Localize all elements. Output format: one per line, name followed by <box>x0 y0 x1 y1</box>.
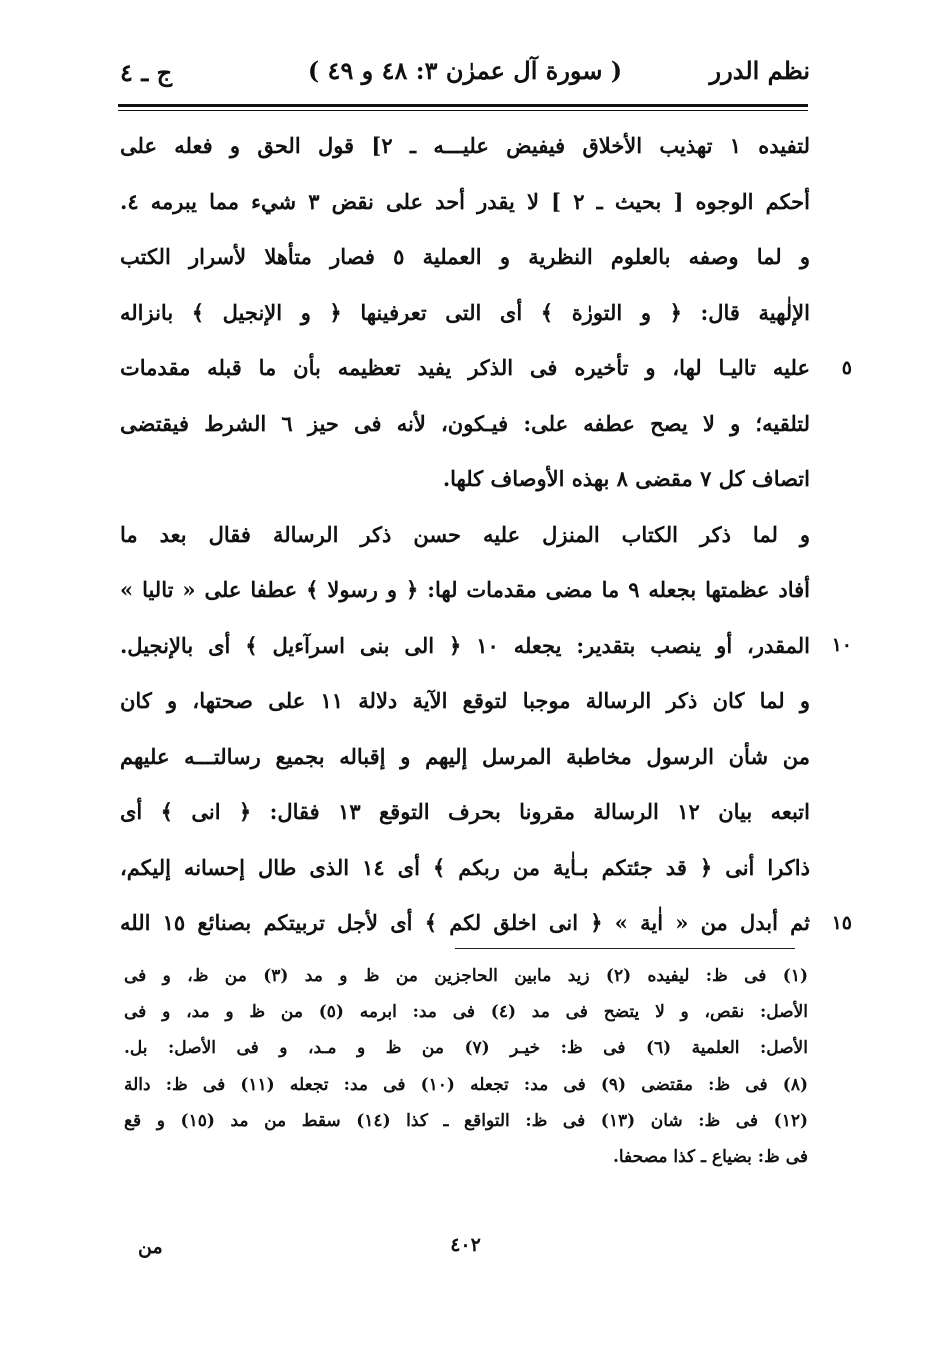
footnote-line <box>124 1030 808 1066</box>
line-text: أفاد عظمتها بجعله ٩ ما مضى مقدمات لها: ﴿ و رسولا ﴾ عطفا على « تاليا » <box>120 577 810 603</box>
line-text: أحكم الوجوه [ بحيث ـ ٢ ] لا يقدر أحد على نقض ٣ شيء مما يبرمه ٤. <box>120 188 810 214</box>
line-text: الإلٰهية قال: ﴿ و التورٰة ﴾ أى التى تعرفينها ﴿ و الإنجيل ﴾ بانزاله <box>120 299 810 325</box>
line-text: لتفيده ١ تهذيب الأخلاق فيفيض عليـــه ـ ٢] قول الحق و فعله على <box>120 133 810 159</box>
footnote-separator <box>455 948 795 949</box>
line-text: ذاكرا أنى ﴿ قد جئتكم بـاٰية من ربكم ﴾ أى ١٤ الذى طال إحسانه إليكم، <box>120 854 810 880</box>
footnote-text: (١٢) فى ظ: شان (١٣) فى ظ: التواقع ـ كذا (١٤) سقط من مد (١٥) و قع <box>124 1110 808 1131</box>
footnote-line <box>124 1139 808 1175</box>
text-line <box>120 618 852 674</box>
footnote-line <box>124 1103 808 1139</box>
line-text: و لما ذكر الكتاب المنزل عليه حسن ذكر الرسالة فقال بعد ما <box>120 521 810 547</box>
line-text: و لما وصفه بالعلوم النظرية و العملية ٥ فصار متأهلا لأسرار الكتب <box>120 244 810 270</box>
main-text <box>120 118 852 951</box>
running-header <box>120 52 810 96</box>
header-rule-thick <box>118 104 808 107</box>
line-number: ١٠ <box>831 634 852 657</box>
line-text: ثم أبدل من « اٰية » ﴿ انى اخلق لكم ﴾ أى لأجل تربيتكم بصنائع ١٥ الله <box>120 910 810 936</box>
line-text: المقدر، أو ينصب بتقدير: يجعله ١٠ ﴿ الى بنى اسرآءيل ﴾ أى بالإنجيل. <box>120 632 810 658</box>
line-text: اتصاف كل ٧ مقضى ٨ بهذه الأوصاف كلها. <box>442 466 810 492</box>
footnote-text: (٨) فى ظ: مقتضى (٩) فى مد: تجعله (١٠) فى مد: تجعله (١١) فى ظ: دالة <box>124 1074 808 1095</box>
line-number: ١٥ <box>831 911 852 934</box>
footnote-text: الأصل: العلمية (٦) فى ظ: خيـر (٧) من ظ و مـد، و فى الأصل: بل. <box>124 1038 808 1059</box>
text-line <box>120 118 810 174</box>
text-line <box>120 562 810 618</box>
text-line <box>120 840 810 896</box>
footnote-line <box>124 958 808 994</box>
footnote-line <box>124 1067 808 1103</box>
text-line <box>120 451 810 507</box>
text-line <box>120 174 810 230</box>
text-line <box>120 340 852 396</box>
footnote-text: الأصل: نقص، و لا يتضح فى مد (٤) فى مد: ابرمه (٥) من ظ و مد، و فى <box>124 1002 808 1023</box>
line-text: عليه تاليـا لها، و تأخيره فى الذكر يفيد تعظيمه بأن ما قبله مقدمات <box>120 355 810 381</box>
text-line <box>120 507 810 563</box>
line-number: ٥ <box>841 356 852 379</box>
header-rule-thin <box>118 110 808 111</box>
text-line <box>120 673 810 729</box>
line-text: و لما كان ذكر الرسالة موجبا لتوقع الآية دلالة ١١ على صحتها، و كان <box>120 688 810 714</box>
footnotes <box>124 958 808 1175</box>
line-text: اتبعه بيان ١٢ الرسالة مقرونا بحرف التوقع ١٣ فقال: ﴿ انى ﴾ أى <box>120 799 810 825</box>
line-text: من شأن الرسول مخاطبة المرسل إليهم و إقباله بجميع رسالتـــه عليهم <box>120 743 810 769</box>
catchword: من <box>138 1236 163 1258</box>
text-line <box>120 396 810 452</box>
text-line <box>120 729 810 785</box>
footnote-line <box>124 994 808 1030</box>
footnote-text: فى ظ: بضياع ـ كذا مصحفا. <box>612 1147 808 1168</box>
text-line <box>120 285 810 341</box>
line-text: لتلقيه؛ و لا يصح عطفه على: فيـكون، لأنه فى حيز ٦ الشرط فيقتضى <box>120 410 811 436</box>
text-line <box>120 895 852 951</box>
page-number: ٤٠٢ <box>450 1234 481 1256</box>
book-title: نظم الدرر <box>709 56 810 85</box>
text-line <box>120 229 810 285</box>
surah-reference: ( سورة آل عمرٰن ٣: ٤٨ و ٤٩ ) <box>307 56 623 85</box>
footnote-text: (١) فى ظ: ليفيده (٢) زيد مابين الحاجزين من ظ و مد (٣) من ظ، و فى <box>124 966 808 987</box>
volume-number: ج ـ ٤ <box>120 58 173 87</box>
text-line <box>120 784 810 840</box>
